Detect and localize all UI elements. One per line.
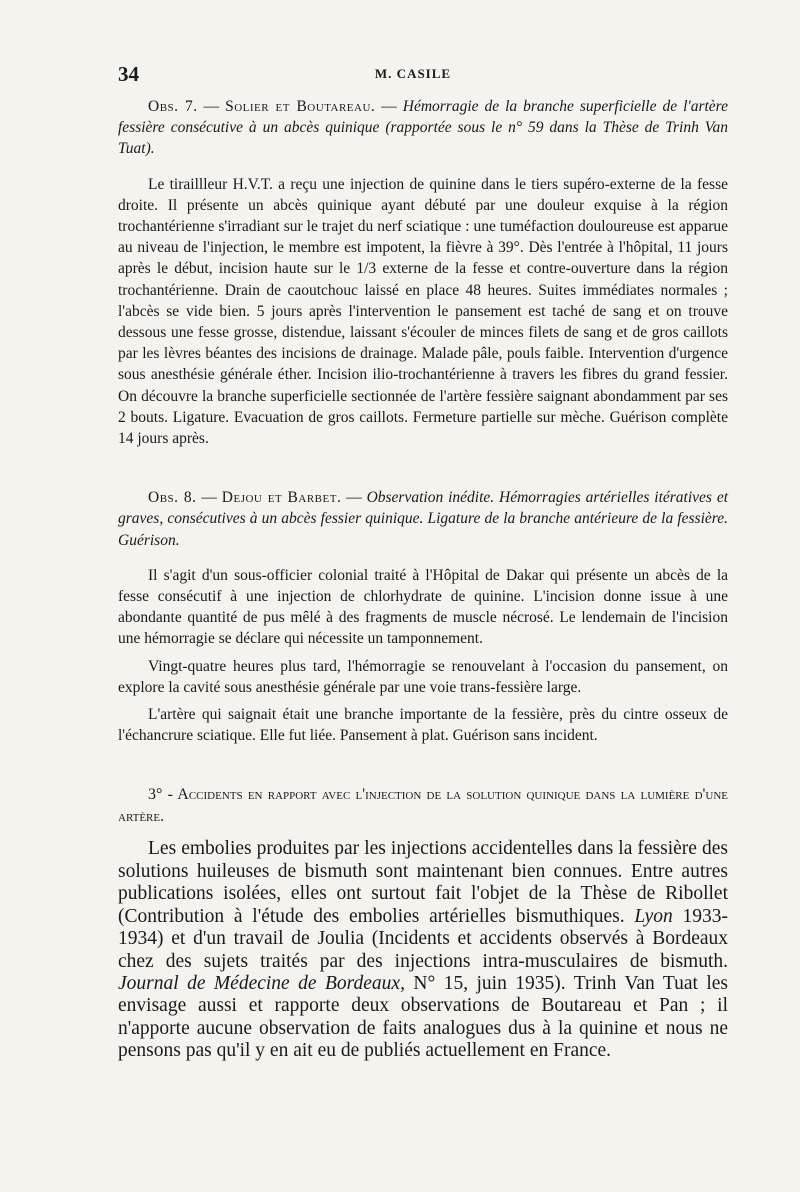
page-number: 34 [118, 62, 139, 86]
obs8-title: Observation inédite. Hémorragies artérielles itératives et graves, consécutives à un abcès fessier quinique. Ligature de la branche antérieure de la fessière. Guérison. [118, 489, 729, 549]
obs7-title: Hémorragie de la branche superficielle de l'artère fessière consécutive à un abcès quinique (rapportée sous le n° 59 dans la Thèse de Trinh Van Tuat). [118, 98, 728, 158]
obs8-paragraph-2: Vingt-quatre heures plus tard, l'hémorragie se renouvelant à l'occasion du pansement, on explore la cavité sous anesthésie générale par une voie trans-fessière large. [118, 657, 728, 696]
section-3-heading [118, 784, 728, 828]
obs7-label: Obs. 7. [148, 98, 198, 115]
obs8-dash: — [196, 489, 222, 507]
final-paragraph-italic-1: Lyon [634, 905, 673, 927]
page-header [118, 62, 708, 86]
final-paragraph-part-1: Les embolies produites par les injections accidentelles dans la fessière des solutions huileuses de bismuth sont maintenant bien connues. Entre autres publications isolées, elles ont surtout fait l'objet de la Thèse de Ribollet (Contribution à l'étude des embolies artérielles bismuthiques. [118, 838, 728, 927]
obs8-dash-2: — [341, 489, 367, 507]
obs8-label: Obs. 8. [148, 489, 197, 507]
section-3-number: 3° [148, 786, 163, 804]
obs7-dash-2: — [375, 98, 403, 115]
final-paragraph-italic-2: Journal de Médecine de Bordeaux, [118, 972, 405, 994]
obs7-dash: — [197, 98, 226, 115]
final-paragraph-part-2: 1933-1934) et d'un travail de Joulia (Incidents et accidents observés à Bordeaux chez des sujets traités par des injections intra-musculaires de bismuth. [118, 905, 728, 972]
obs7-authors: Solier et Boutareau. [225, 98, 376, 115]
final-paragraph [118, 838, 728, 1062]
page-content [118, 96, 728, 1063]
running-head: M. CASILE [374, 66, 452, 81]
obs8-paragraph-1: Il s'agit d'un sous-officier colonial traité à l'Hôpital de Dakar qui présente un abcès de la fesse consécutif à une injection de chlorhydrate de quinine. L'incision donne issue à une abondante quantité de pus mêlé à des fragments de muscle nécrosé. Le lendemain de l'incision une hémorragie se déclare qui nécessite un tamponnement. [118, 566, 728, 648]
final-paragraph-part-3: N° 15, juin 1935). Trinh Van Tuat les envisage aussi et rapporte deux observations de Boutareau et Pan ; il n'apporte aucune observation de faits analogues dus à la quinine et nous ne pensons pas qu'il y en ait eu de publiés actuellement en France. [118, 972, 728, 1062]
obs8-authors: Dejou et Barbet. [221, 489, 342, 507]
section-3-title: - Accidents en rapport avec l'injection de la solution quinique dans la lumière d'une artère. [118, 786, 728, 826]
obs8-paragraph-3: L'artère qui saignait était une branche importante de la fessière, près du cintre osseux de l'échancrure sciatique. Elle fut liée. Pansement à plat. Guérison sans incident. [118, 706, 728, 745]
obs7-heading [118, 96, 728, 160]
obs7-body: Le tiraillleur H.V.T. a reçu une injection de quinine dans le tiers supéro-externe de la fesse droite. Il présente un abcès quinique ayant débuté par une douleur exquise à la région trochantérienne s'irradiant sur le trajet du nerf sciatique : une tuméfaction douloureuse est apparue au niveau de l'injection, le membre est impotent, la fièvre à 39°. Dès l'entrée à l'hôpital, 11 jours après le début, incision haute sur le 1/3 externe de la fesse et contre-ouverture dans la région trochantérienne. Drain de caoutchouc laissé en place 48 heures. Suites immédiates normales ; l'abcès se vide bien. 5 jours après l'intervention le pansement est taché de sang et on trouve dessous une fesse grosse, distendue, laissant s'écouler de minces filets de sang et de gros caillots par les lèvres béantes des incisions de drainage. Malade pâle, pouls faible. Intervention d'urgence sous anesthésie générale éther. Incision ilio-trochantérienne à travers les fibres du grand fessier. On découvre la branche superficielle sectionnée de l'artère fessière saignant abondamment par ses 2 bouts. Ligature. Evacuation de gros caillots. Fermeture partielle sur mèche. Guérison complète 14 jours après. [118, 175, 728, 448]
obs8-heading [118, 487, 728, 551]
